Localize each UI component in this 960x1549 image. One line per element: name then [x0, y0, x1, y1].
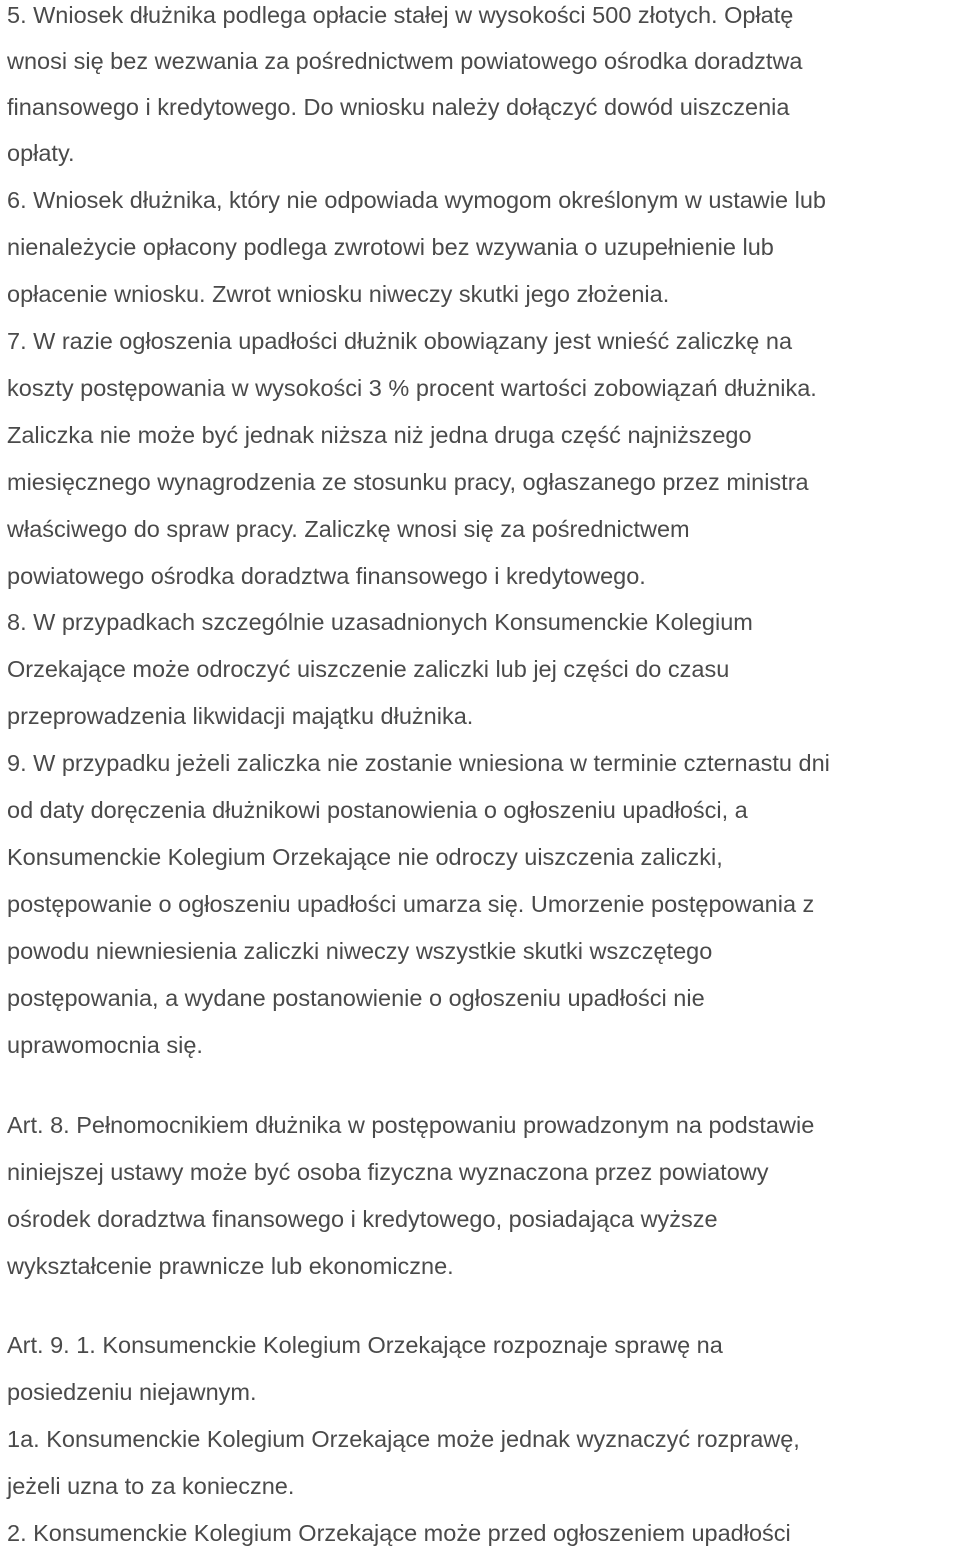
text-line: 9. W przypadku jeżeli zaliczka nie zostanie wniesiona w terminie czternastu dni — [7, 750, 830, 776]
text-line: postępowanie o ogłoszeniu upadłości umarza się. Umorzenie postępowania z — [7, 891, 815, 917]
text-line: 7. W razie ogłoszenia upadłości dłużnik obowiązany jest wnieść zaliczkę na — [7, 328, 793, 354]
text-line: miesięcznego wynagrodzenia ze stosunku pracy, ogłaszanego przez ministra — [7, 469, 809, 495]
text-line: 6. Wniosek dłużnika, który nie odpowiada wymogom określonym w ustawie lub — [7, 187, 826, 213]
text-line: koszty postępowania w wysokości 3 % procent wartości zobowiązań dłużnika. — [7, 375, 817, 401]
text-line: powodu niewniesienia zaliczki niweczy wszystkie skutki wszczętego — [7, 938, 713, 964]
text-line: przeprowadzenia likwidacji majątku dłużnika. — [7, 703, 474, 729]
text-line: Orzekające może odroczyć uiszczenie zaliczki lub jej części do czasu — [7, 656, 730, 682]
text-line: posiedzeniu niejawnym. — [7, 1379, 257, 1405]
text-line: wnosi się bez wezwania za pośrednictwem powiatowego ośrodka doradztwa — [7, 48, 803, 74]
text-line: opłacenie wniosku. Zwrot wniosku niweczy skutki jego złożenia. — [7, 281, 670, 307]
text-line: uprawomocnia się. — [7, 1032, 203, 1058]
text-line: Zaliczka nie może być jednak niższa niż jedna druga część najniższego — [7, 422, 752, 448]
text-line: Art. 8. Pełnomocnikiem dłużnika w postępowaniu prowadzonym na podstawie — [7, 1112, 815, 1138]
text-line: postępowania, a wydane postanowienie o ogłoszeniu upadłości nie — [7, 985, 705, 1011]
text-line: niniejszej ustawy może być osoba fizyczna wyznaczona przez powiatowy — [7, 1159, 769, 1185]
text-line: ośrodek doradztwa finansowego i kredytowego, posiadająca wyższe — [7, 1206, 718, 1232]
text-line: powiatowego ośrodka doradztwa finansowego i kredytowego. — [7, 563, 646, 589]
text-line: 2. Konsumenckie Kolegium Orzekające może przed ogłoszeniem upadłości — [7, 1520, 791, 1546]
text-line: wykształcenie prawnicze lub ekonomiczne. — [7, 1253, 454, 1279]
text-line: opłaty. — [7, 140, 75, 166]
text-line: 5. Wniosek dłużnika podlega opłacie stałej w wysokości 500 złotych. Opłatę — [7, 2, 794, 28]
text-line: Konsumenckie Kolegium Orzekające nie odroczy uiszczenia zaliczki, — [7, 844, 723, 870]
text-line: 1a. Konsumenckie Kolegium Orzekające może jednak wyznaczyć rozprawę, — [7, 1426, 800, 1452]
text-line: od daty doręczenia dłużnikowi postanowienia o ogłoszeniu upadłości, a — [7, 797, 748, 823]
text-line: Art. 9. 1. Konsumenckie Kolegium Orzekające rozpoznaje sprawę na — [7, 1332, 723, 1358]
text-line: właściwego do spraw pracy. Zaliczkę wnosi się za pośrednictwem — [7, 516, 690, 542]
text-line: 8. W przypadkach szczególnie uzasadnionych Konsumenckie Kolegium — [7, 609, 753, 635]
text-line: nienależycie opłacony podlega zwrotowi bez wzywania o uzupełnienie lub — [7, 234, 774, 260]
text-line: jeżeli uzna to za konieczne. — [7, 1473, 295, 1499]
text-line: finansowego i kredytowego. Do wniosku należy dołączyć dowód uiszczenia — [7, 94, 790, 120]
